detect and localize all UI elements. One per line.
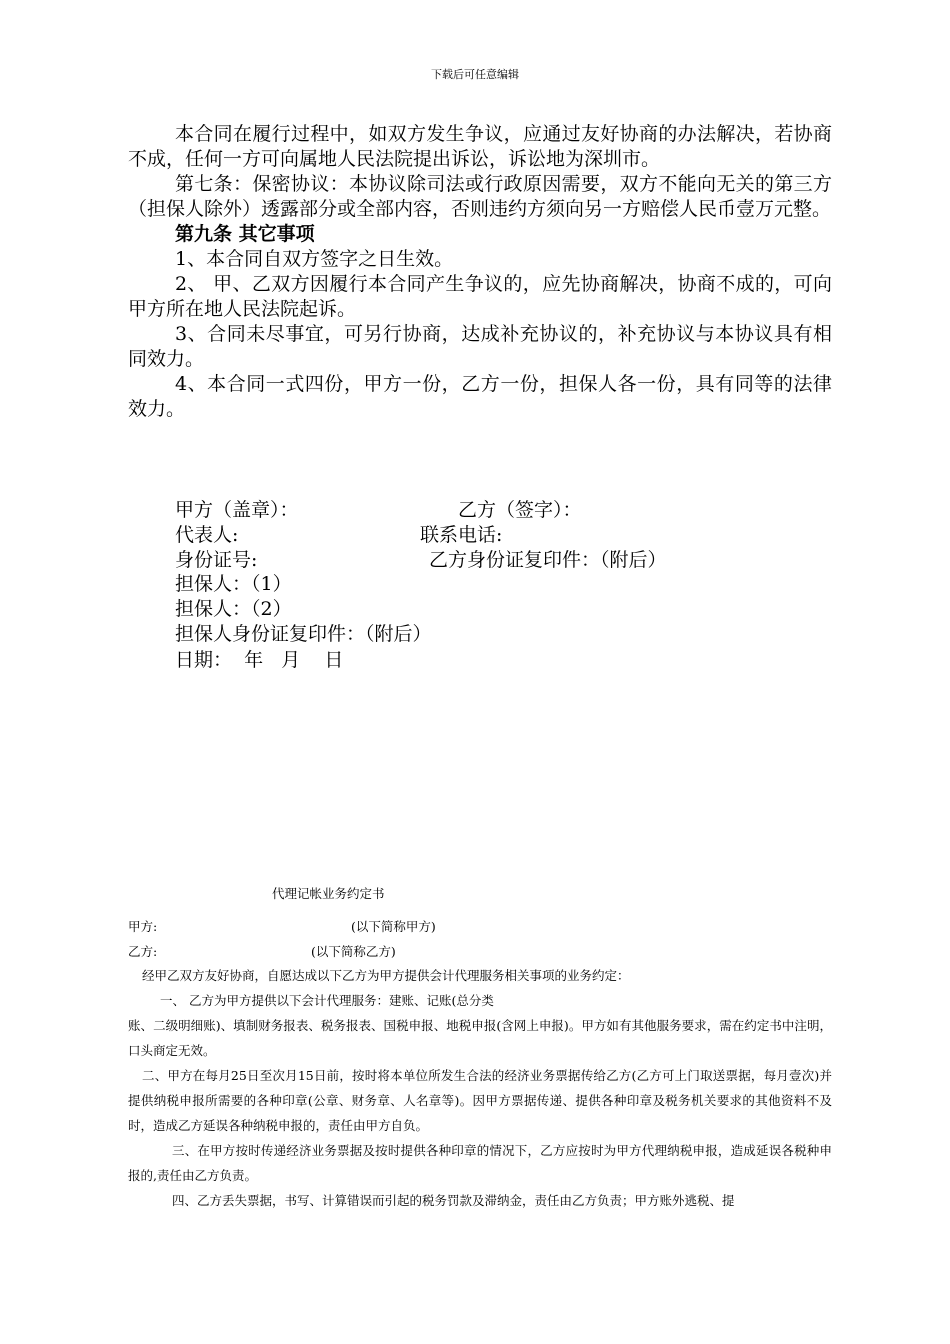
clause-1-first-line: 一、 乙方为甲方提供以下会计代理服务：建账、记账(总分类 [160,993,494,1008]
clause-4: 四、乙方丢失票据，书写、计算错误而引起的税务罚款及滞纳金，责任由乙方负责；甲方账外逃税、提 [172,1193,735,1208]
guarantor-1-label: 担保人：（1） [175,573,292,595]
clause-2: 二、甲方在每月25日至次月15日前，按时将本单位所发生合法的经济业务票据传给乙方(乙方可上门取送票据，每月壹次)并提供纳税申报所需要的各种印章(公章、财务章、人名章等)。因甲方票据传递、提供各种印章及税务机关要求的其他资料不及时，造成乙方延误各种纳税申报的，责任由甲方自负。 [128,1068,832,1133]
article-item-1: 1、本合同自双方签字之日生效。 [175,248,454,270]
agreement-intro: 经甲乙双方友好协商，自愿达成以下乙方为甲方提供会计代理服务相关事项的业务约定： [142,968,630,983]
party-a-seal-label: 甲方（盖章）： [175,499,299,521]
date-line: 日期： 年 月 日 [175,649,344,671]
id-number-label: 身份证号: [175,549,258,571]
party-a-abbr: (以下简称甲方) [351,919,436,934]
representative-label: 代表人: [175,524,239,546]
agreement-body [128,963,832,1213]
clause-1-rest: 账、二级明细账)、填制财务报表、税务报表、国税申报、地税申报(含网上申报)。甲方如有其他服务要求，需在约定书中注明，口头商定无效。 [128,1018,832,1058]
guarantor-2-label: 担保人：（2） [175,598,292,620]
party-b-id-copy-label: 乙方身份证复印件：（附后） [429,549,667,571]
party-b-abbr: (以下简称乙方) [311,944,396,959]
dispute-paragraph: 本合同在履行过程中，如双方发生争议，应通过友好协商的办法解决，若协商不成，任何一方可向属地人民法院提出诉讼，诉讼地为深圳市。 [128,123,832,170]
article-item-4: 4、本合同一式四份，甲方一份，乙方一份，担保人各一份，具有同等的法律效力。 [128,373,832,420]
clause-3: 三、在甲方按时传递经济业务票据及按时提供各种印章的情况下，乙方应按时为甲方代理纳税申报，造成延误各税种申报的,责任由乙方负责。 [128,1143,832,1183]
signature-row-2 [175,523,503,548]
party-a-label: 甲方: [128,919,158,934]
page-header-note: 下载后可任意编辑 [431,68,519,81]
article-item-3: 3、合同未尽事宜，可另行协商，达成补充协议的，补充协议与本协议具有相同效力。 [128,323,832,370]
party-b-sign-label: 乙方（签字）： [458,499,582,521]
confidentiality-paragraph: 第七条：保密协议：本协议除司法或行政原因需要，双方不能向无关的第三方（担保人除外）透露部分或全部内容，否则违约方须向另一方赔偿人民币壹万元整。 [128,173,832,220]
article-item-2: 2、 甲、乙双方因履行本合同产生争议的，应先协商解决，协商不成的，可向甲方所在地人民法院起诉。 [128,273,832,320]
party-b-label: 乙方: [128,944,158,959]
agreement-title: 代理记帐业务约定书 [272,886,385,901]
guarantor-id-copy-label: 担保人身份证复印件：（附后） [175,623,432,645]
signature-row-1 [175,498,582,523]
phone-label: 联系电话: [420,524,503,546]
article-nine-heading: 第九条 其它事项 [175,223,315,245]
contract-terms [128,122,832,422]
signature-row-3 [175,548,667,573]
